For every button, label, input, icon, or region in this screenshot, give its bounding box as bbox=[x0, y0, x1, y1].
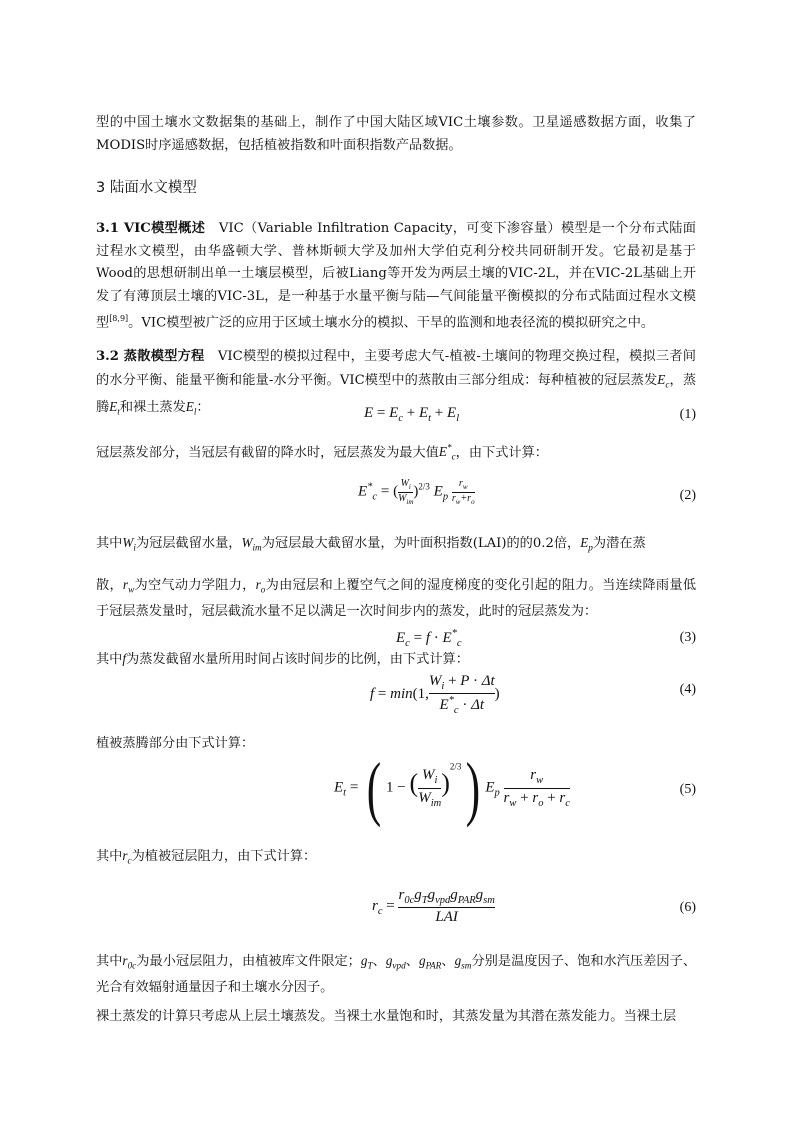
equation-4: f = min(1, $\frac{W_i + P \cdot \Delta t}{E^*_c \cdot \Delta t}$ ) (4) bbox=[370, 673, 696, 717]
equation-6: $r_c$ = $\frac{r_{0c}g_Tg_{vpd}g_{PAR}g_{sm}}{\text{LAI}}$ (6) bbox=[372, 887, 696, 926]
text-fragment: 为植被冠层阻力，由下式计算： bbox=[131, 849, 317, 864]
paragraph-soil-data: 型的中国土壤水文数据集的基础上，制作了中国大陆区域VIC土壤参数。卫星遥感数据方面，收集了MODIS时序遥感数据，包括植被指数和叶面积指数产品数据。 bbox=[96, 115, 696, 153]
text-fragment: 其中 bbox=[96, 536, 123, 551]
text-fragment: 其中 bbox=[96, 849, 123, 864]
f-definition-paragraph: 其中f为蒸发截留水量所用时间占该时间步的比例，由下式计算： bbox=[96, 651, 469, 667]
equation-5: $E_t$ = ( 1 − ( $\frac{W_i}{W_{im}}$ )$^{2/3}$) $E_p$ $\frac{r_w}{r_w + r_o + r_c}$ (5) bbox=[334, 748, 696, 828]
text-fragment: 为蒸发截留水量所用时间占该时间步的比例，由下式计算： bbox=[126, 652, 469, 667]
resistance-paragraph: 散，$r_w$为空气动力学阻力，$r_o$为由冠层和上覆空气之间的湿度梯度的变化引起的阻力。当连续降雨量低于冠层蒸发量时，冠层截流水量不足以满足一次时间步内的蒸发，此时的冠层蒸发为： bbox=[96, 577, 697, 620]
text-fragment: 为冠层截留水量， bbox=[135, 536, 242, 551]
equation-3: $E_c = f \cdot E^*_c$ (3) bbox=[396, 628, 696, 649]
equation-2: $E^*_c$ = ( $\frac{W_i}{W_{im}}$ )$^{2/3}$ $E_p$ $\frac{r_w}{r_w+r_o}$ (2) bbox=[358, 478, 696, 506]
text-fragment: ： bbox=[196, 399, 210, 415]
bare-soil-paragraph: 裸土蒸发的计算只考虑从上层土壤蒸发。当裸土水量饱和时，其蒸发量为其潜在蒸发能力。当裸土层 bbox=[96, 1009, 677, 1024]
equation-1: $E = E_c + E_t + E_l$ (1) bbox=[364, 405, 696, 424]
text-fragment: ，由下式计算： bbox=[455, 445, 548, 461]
text-fragment: 其中 bbox=[96, 652, 123, 667]
text-fragment: 和裸土蒸发 bbox=[119, 399, 186, 415]
section-3-1-text: VIC（Variable Infiltration Capacity，可变下渗容量）模型是一个分布式陆面过程水文模型，由华盛顿大学、普林斯顿大学及加州大学伯克利分校共同研制开发。它最初是基于Wood的思想研制出单一土壤层模型，后被Liang等开发为两层土壤的VIC-2L，并在VIC-2L基础上开发了有薄顶层土壤的VIC-3L，是一种基于水量平衡与陆—气间能量平衡模拟的分布式陆面过程水文模型 bbox=[96, 221, 696, 331]
text-fragment: 冠层蒸发部分，当冠层有截留的降水时，冠层蒸发为最大值 bbox=[96, 445, 439, 461]
equation-number: (2) bbox=[679, 488, 696, 503]
equation-number: (5) bbox=[679, 782, 696, 797]
section-3-2-title: 3.2 蒸散模型方程 bbox=[96, 349, 205, 364]
r0c-definition-paragraph: 其中$r_{0c}$为最小冠层阻力，由植被库文件限定；$g_T$、$g_{vpd}$、$g_{PAR}$、$g_{sm}$分别是温度因子、饱和水汽压差因子、光合有效辐射通量因子和土壤水分因子。 bbox=[96, 953, 697, 996]
citation-8-9: [8,9] bbox=[109, 314, 129, 323]
text-fragment: 其中 bbox=[96, 954, 123, 969]
equation-number: (6) bbox=[679, 900, 696, 915]
section-3-1-title: 3.1 VIC模型概述 bbox=[96, 221, 206, 236]
equation-number: (4) bbox=[679, 682, 696, 697]
section-3-heading: 3 陆面水文模型 bbox=[96, 180, 197, 196]
equation-number: (3) bbox=[679, 630, 696, 645]
text-fragment: 散， bbox=[96, 578, 123, 593]
text-fragment: 为由冠层和上覆空气之间的湿度梯度的变化引起的阻力。当连续降雨量低于冠层蒸发量时，冠层截流水量不足以满足一次时间步内的蒸发，此时的冠层蒸发为： bbox=[96, 578, 697, 620]
wi-definition-paragraph: 其中$W_i$为冠层截留水量，$W_{im}$为冠层最大截留水量，为叶面积指数(LAI)的的0.2倍，$E_p$为潜在蒸 bbox=[96, 535, 646, 553]
section-3-2-text: VIC模型的模拟过程中，主要考虑大气-植被-土壤间的物理交换过程，模拟三者间的水分平衡、能量平衡和能量-水分平衡。VIC模型中的蒸散由三部分组成：每种植被的冠层蒸发 bbox=[96, 349, 696, 388]
text-fragment: ，蒸腾 bbox=[96, 372, 697, 415]
section-3-1-text-end: 。VIC模型被广泛的应用于区域土壤水分的模拟、干旱的监测和地表径流的模拟研究之中。 bbox=[128, 315, 655, 331]
text-fragment: 为潜在蒸 bbox=[592, 536, 646, 551]
text-fragment: 为冠层最大截留水量，为叶面积指数(LAI)的的0.2倍， bbox=[261, 536, 581, 551]
section-3-2-paragraph: 3.2 蒸散模型方程 VIC模型的模拟过程中，主要考虑大气-植被-土壤间的物理交换过程，模拟三者间的水分平衡、能量平衡和能量-水分平衡。VIC模型中的蒸散由三部分组成：每种植被的冠层蒸发$E_c$，蒸腾$E_t$和裸土蒸发$E_l$： bbox=[96, 349, 697, 417]
transpiration-paragraph: 植被蒸腾部分由下式计算： bbox=[96, 736, 255, 751]
canopy-evaporation-paragraph: 冠层蒸发部分，当冠层有截留的降水时，冠层蒸发为最大值$E^*_c$，由下式计算： bbox=[96, 443, 548, 463]
text-fragment: 分别是温度因子、饱和水汽压差因子、光合有效辐射通量因子和土壤水分因子。 bbox=[96, 954, 697, 996]
text-fragment: 为空气动力学阻力， bbox=[134, 578, 256, 593]
text-fragment: 为最小冠层阻力，由植被库文件限定； bbox=[136, 954, 361, 969]
equation-number: (1) bbox=[679, 407, 696, 422]
rc-definition-paragraph: 其中$r_c$为植被冠层阻力，由下式计算： bbox=[96, 848, 317, 866]
section-3-1-paragraph bbox=[96, 218, 696, 335]
